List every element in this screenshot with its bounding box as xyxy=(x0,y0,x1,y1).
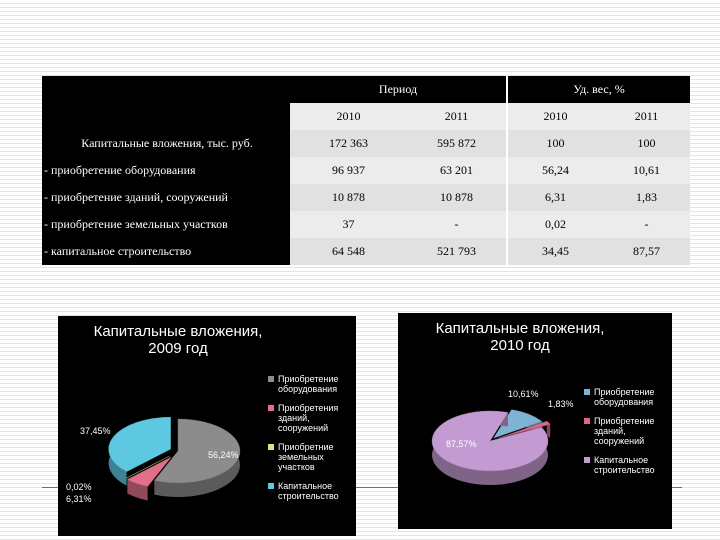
pie-chart-2009-svg xyxy=(58,316,356,536)
table-cell: 10 878 xyxy=(290,184,407,211)
table-cell: 64 548 xyxy=(290,238,407,265)
table-row xyxy=(42,238,690,265)
chart-title-line: 2009 год xyxy=(148,340,208,357)
legend-entry: сооружений xyxy=(278,423,329,433)
legend-swatch xyxy=(584,457,590,463)
table-row xyxy=(42,184,690,211)
table-cell: 100 xyxy=(603,130,690,157)
table-cell: 56,24 xyxy=(507,157,603,184)
year-header: 2011 xyxy=(407,103,507,130)
legend-entry: Приобретение xyxy=(594,387,655,397)
table-cell: 10,61 xyxy=(603,157,690,184)
pie-chart-2010 xyxy=(398,313,672,529)
chart-title-line: Капитальные вложения, xyxy=(93,323,263,340)
pie-data-label: 10,61% xyxy=(508,389,539,399)
table-cell: - xyxy=(603,211,690,238)
table-cell: 595 872 xyxy=(407,130,507,157)
table-row xyxy=(42,130,690,157)
legend-swatch xyxy=(268,483,274,489)
table-row xyxy=(42,157,690,184)
chart-title-line: Капитальные вложения, xyxy=(435,320,605,337)
pie-chart-2010-svg xyxy=(398,313,672,529)
legend-swatch xyxy=(268,444,274,450)
legend-entry: строительство xyxy=(594,465,655,475)
capital-investment-table xyxy=(42,76,690,265)
table-cell: 521 793 xyxy=(407,238,507,265)
legend-entry: участков xyxy=(278,462,315,472)
table-cell: 6,31 xyxy=(507,184,603,211)
table-cell: 34,45 xyxy=(507,238,603,265)
row-label: - приобретение земельных участков xyxy=(42,211,290,238)
legend-swatch xyxy=(584,418,590,424)
pie-data-label: 37,45% xyxy=(80,426,111,436)
year-header: 2011 xyxy=(603,103,690,130)
row-label: - капитальное строительство xyxy=(42,238,290,265)
table-cell: 0,02 xyxy=(507,211,603,238)
legend-entry: Приобретние xyxy=(278,442,334,452)
row-label: - приобретение зданий, сооружений xyxy=(42,184,290,211)
legend-swatch xyxy=(268,376,274,382)
legend-entry: Капитальное xyxy=(278,481,333,491)
legend-entry: оборудования xyxy=(278,384,338,394)
table-cell: 1,83 xyxy=(603,184,690,211)
table-cell: 172 363 xyxy=(290,130,407,157)
legend-entry: оборудования xyxy=(594,397,654,407)
period-header: Период xyxy=(290,76,507,103)
chart-title-line: 2010 год xyxy=(490,337,550,354)
legend-entry: зданий, xyxy=(594,426,626,436)
legend-entry: зданий, xyxy=(278,413,310,423)
legend-entry: земельных xyxy=(278,452,324,462)
legend-entry: Приобретение xyxy=(594,416,655,426)
table-cell: - xyxy=(407,211,507,238)
year-header: 2010 xyxy=(507,103,603,130)
pie-chart-2009 xyxy=(58,316,356,536)
legend-entry: Капитальное xyxy=(594,455,649,465)
table-cell: 96 937 xyxy=(290,157,407,184)
legend-swatch xyxy=(584,389,590,395)
table-cell: 63 201 xyxy=(407,157,507,184)
table-cell: 10 878 xyxy=(407,184,507,211)
pie-data-label: 6,31% xyxy=(66,494,92,504)
row-label: - приобретение оборудования xyxy=(42,157,290,184)
table-header-row xyxy=(42,76,690,103)
pie-data-label: 1,83% xyxy=(548,399,574,409)
pie-data-label: 87,57% xyxy=(446,439,477,449)
table-cell: 37 xyxy=(290,211,407,238)
table-cell: 87,57 xyxy=(603,238,690,265)
legend-swatch xyxy=(268,405,274,411)
legend-entry: строительство xyxy=(278,491,339,501)
share-header: Уд. вес, % xyxy=(507,76,690,103)
legend-entry: Приобретение xyxy=(278,374,339,384)
row-label: Капитальные вложения, тыс. руб. xyxy=(42,130,290,157)
legend-entry: Приобретения xyxy=(278,403,339,413)
pie-data-label: 0,02% xyxy=(66,482,92,492)
table-cell: 100 xyxy=(507,130,603,157)
pie-data-label: 56,24% xyxy=(208,450,239,460)
year-header: 2010 xyxy=(290,103,407,130)
legend-entry: сооружений xyxy=(594,436,645,446)
table-row xyxy=(42,211,690,238)
table-corner-cell xyxy=(42,76,290,130)
